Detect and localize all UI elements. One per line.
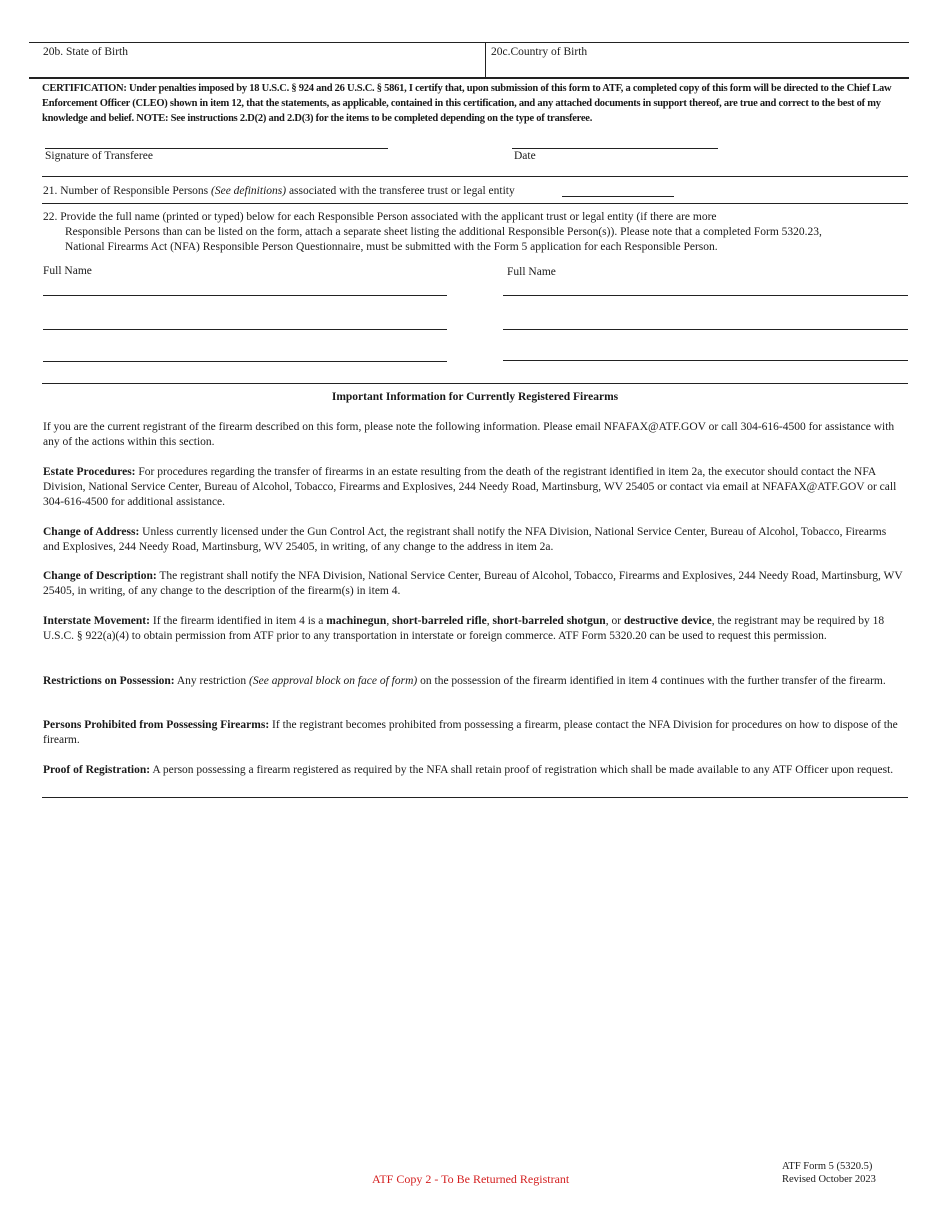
signature-field[interactable] — [45, 130, 388, 148]
full-name-line-left-3 — [43, 361, 447, 362]
estate-procedures-body: For procedures regarding the transfer of firearms in an estate resulting from the death of the registrant identified in item 2a, the executor should contact the NFA Division, National Service Center, Bureau of Alcohol, Tobacco, Firearms and Explosives, 244 Needy Road, Martinsburg, WV 25405 or contact via email at NFAFAX@ATF.GOV or call 304-616-4500 for additional assistance. — [43, 466, 897, 508]
info-intro: If you are the current registrant of the firearm described on this form, please note the following information. Please email NFAFAX@ATF.GOV or call 304-616-4500 for assistance with any of the actions within this section. — [43, 421, 895, 448]
signature-row-border — [42, 176, 908, 177]
full-name-line-left-1 — [43, 295, 447, 296]
change-of-address-body: Unless currently licensed under the Gun Control Act, the registrant shall notify the NFA Division, National Service Center, Bureau of Alcohol, Tobacco, Firearms and Explosives, 244 Needy Road, Martinsburg, WV 25405, in writing, of any change to the address in item 2a. — [43, 526, 887, 553]
change-of-address — [43, 525, 903, 555]
estate-procedures — [43, 465, 903, 510]
item-21-definitions: (See definitions) — [211, 185, 287, 197]
fields-bottom-border — [29, 77, 909, 79]
interstate-text-d: , the registrant may be required by 18 U.S.C. § 922(a)(4) to obtain permission from ATF prior to any transportation in interstate or foreign commerce. ATF Form 5320.20 can be used to request this permission. — [43, 615, 885, 642]
term-destructive-device: destructive device — [623, 615, 712, 627]
copy-note: ATF Copy 2 - To Be Returned Registrant — [372, 1172, 570, 1186]
interstate-sep-2: , — [486, 615, 493, 627]
state-of-birth-field[interactable] — [30, 60, 482, 76]
restrictions-text-a: Any restriction — [174, 675, 250, 687]
change-of-description — [43, 569, 903, 599]
item-22-line-1: 22. Provide the full name (printed or typed) below for each Responsible Person associated with the applicant trust or legal entity (if there are more — [43, 211, 717, 223]
full-name-field-right-1[interactable] — [503, 280, 908, 295]
interstate-movement-heading: Interstate Movement: — [43, 615, 150, 627]
item-21-border — [42, 203, 908, 204]
full-name-line-right-1 — [503, 295, 908, 296]
proof-of-registration-body: A person possessing a firearm registered as required by the NFA shall retain proof of registration which shall be made available to any ATF Officer upon request. — [150, 764, 894, 776]
restrictions-heading: Restrictions on Possession: — [43, 675, 175, 687]
interstate-movement — [43, 614, 903, 644]
restrictions-on-possession — [43, 674, 903, 689]
term-short-barreled-shotgun: short-barreled shotgun — [492, 615, 606, 627]
persons-prohibited-body: If the registrant becomes prohibited from possessing a firearm, please contact the NFA Division for procedures on how to dispose of the firearm. — [43, 719, 898, 746]
full-name-line-right-3 — [503, 360, 908, 361]
full-name-line-left-2 — [43, 329, 447, 330]
interstate-text-a: If the firearm identified in item 4 is a — [149, 615, 327, 627]
proof-of-registration-heading: Proof of Registration: — [43, 764, 151, 776]
full-name-line-right-2 — [503, 329, 908, 330]
change-of-address-heading: Change of Address: — [43, 526, 140, 538]
date-field[interactable] — [512, 130, 718, 148]
item-21-prefix: 21. Number of Responsible Persons — [43, 185, 212, 197]
change-of-description-body: The registrant shall notify the NFA Division, National Service Center, Bureau of Alcohol, Tobacco, Firearms and Explosives, 244 Needy Road, Martinsburg, WV 25405, in writing, of any change to the description of the firearm(s) in item 4. — [43, 570, 903, 597]
country-of-birth-label: 20c.Country of Birth — [491, 46, 588, 58]
info-section-title: Important Information for Currently Registered Firearms — [331, 391, 619, 403]
full-name-field-right-3[interactable] — [503, 345, 908, 360]
full-name-field-right-2[interactable] — [503, 314, 908, 329]
date-label: Date — [514, 150, 536, 162]
persons-prohibited-heading: Persons Prohibited from Possessing Firearms: — [43, 719, 270, 731]
full-name-right-label: Full Name — [507, 266, 556, 278]
country-of-birth-field[interactable] — [488, 60, 906, 76]
responsible-persons-count-line — [562, 196, 674, 197]
item-22-line-3: National Firearms Act (NFA) Responsible Person Questionnaire, must be submitted with the Form 5 application for each Responsible Person. — [65, 241, 718, 253]
term-short-barreled-rifle: short-barreled rifle — [392, 615, 487, 627]
item-21-text — [43, 184, 515, 199]
top-border — [29, 42, 909, 43]
persons-prohibited — [43, 718, 903, 748]
item-22-border — [42, 383, 908, 384]
item-22-line-2: Responsible Persons than can be listed on the form, attach a separate sheet listing the additional Responsible Person(s)). Please note that a completed Form 5320.23, — [65, 226, 822, 238]
responsible-persons-count-field[interactable] — [562, 182, 674, 196]
certification-text: CERTIFICATION: Under penalties imposed by 18 U.S.C. § 924 and 26 U.S.C. § 5861, I certify that, upon submission of this form to ATF, a completed copy of this form will be directed to the Chief Law Enforcement Officer (CLEO) shown in item 12, that the statements, as applicable, contained in this certification, and any attached documents in support thereof, are true and correct to the best of my knowledge and belief. NOTE: See instructions 2.D(2) and 2.D(3) for the items to be completed depending on the type of transferee. — [42, 83, 892, 124]
interstate-sep-1: , — [386, 615, 393, 627]
form-revision: Revised October 2023 — [782, 1174, 876, 1185]
estate-procedures-heading: Estate Procedures: — [43, 466, 136, 478]
restrictions-text-b: on the possession of the firearm identified in item 4 continues with the further transfer of the firearm. — [417, 675, 886, 687]
interstate-sep-3: , or — [605, 615, 624, 627]
full-name-field-left-1[interactable] — [43, 280, 447, 295]
full-name-left-label: Full Name — [43, 265, 92, 277]
state-of-birth-label: 20b. State of Birth — [43, 46, 128, 58]
term-machinegun: machinegun — [326, 615, 387, 627]
item-21-suffix: associated with the transferee trust or legal entity — [286, 185, 515, 197]
info-section-border — [42, 797, 908, 798]
full-name-field-left-3[interactable] — [43, 346, 447, 361]
restrictions-approval-note: (See approval block on face of form) — [249, 675, 418, 687]
proof-of-registration — [43, 763, 903, 778]
birth-divider — [485, 42, 486, 77]
form-identifier — [782, 1160, 876, 1186]
date-line — [512, 148, 718, 149]
change-of-description-heading: Change of Description: — [43, 570, 157, 582]
signature-label: Signature of Transferee — [45, 150, 153, 162]
form-number: ATF Form 5 (5320.5) — [782, 1161, 873, 1172]
full-name-field-left-2[interactable] — [43, 314, 447, 329]
